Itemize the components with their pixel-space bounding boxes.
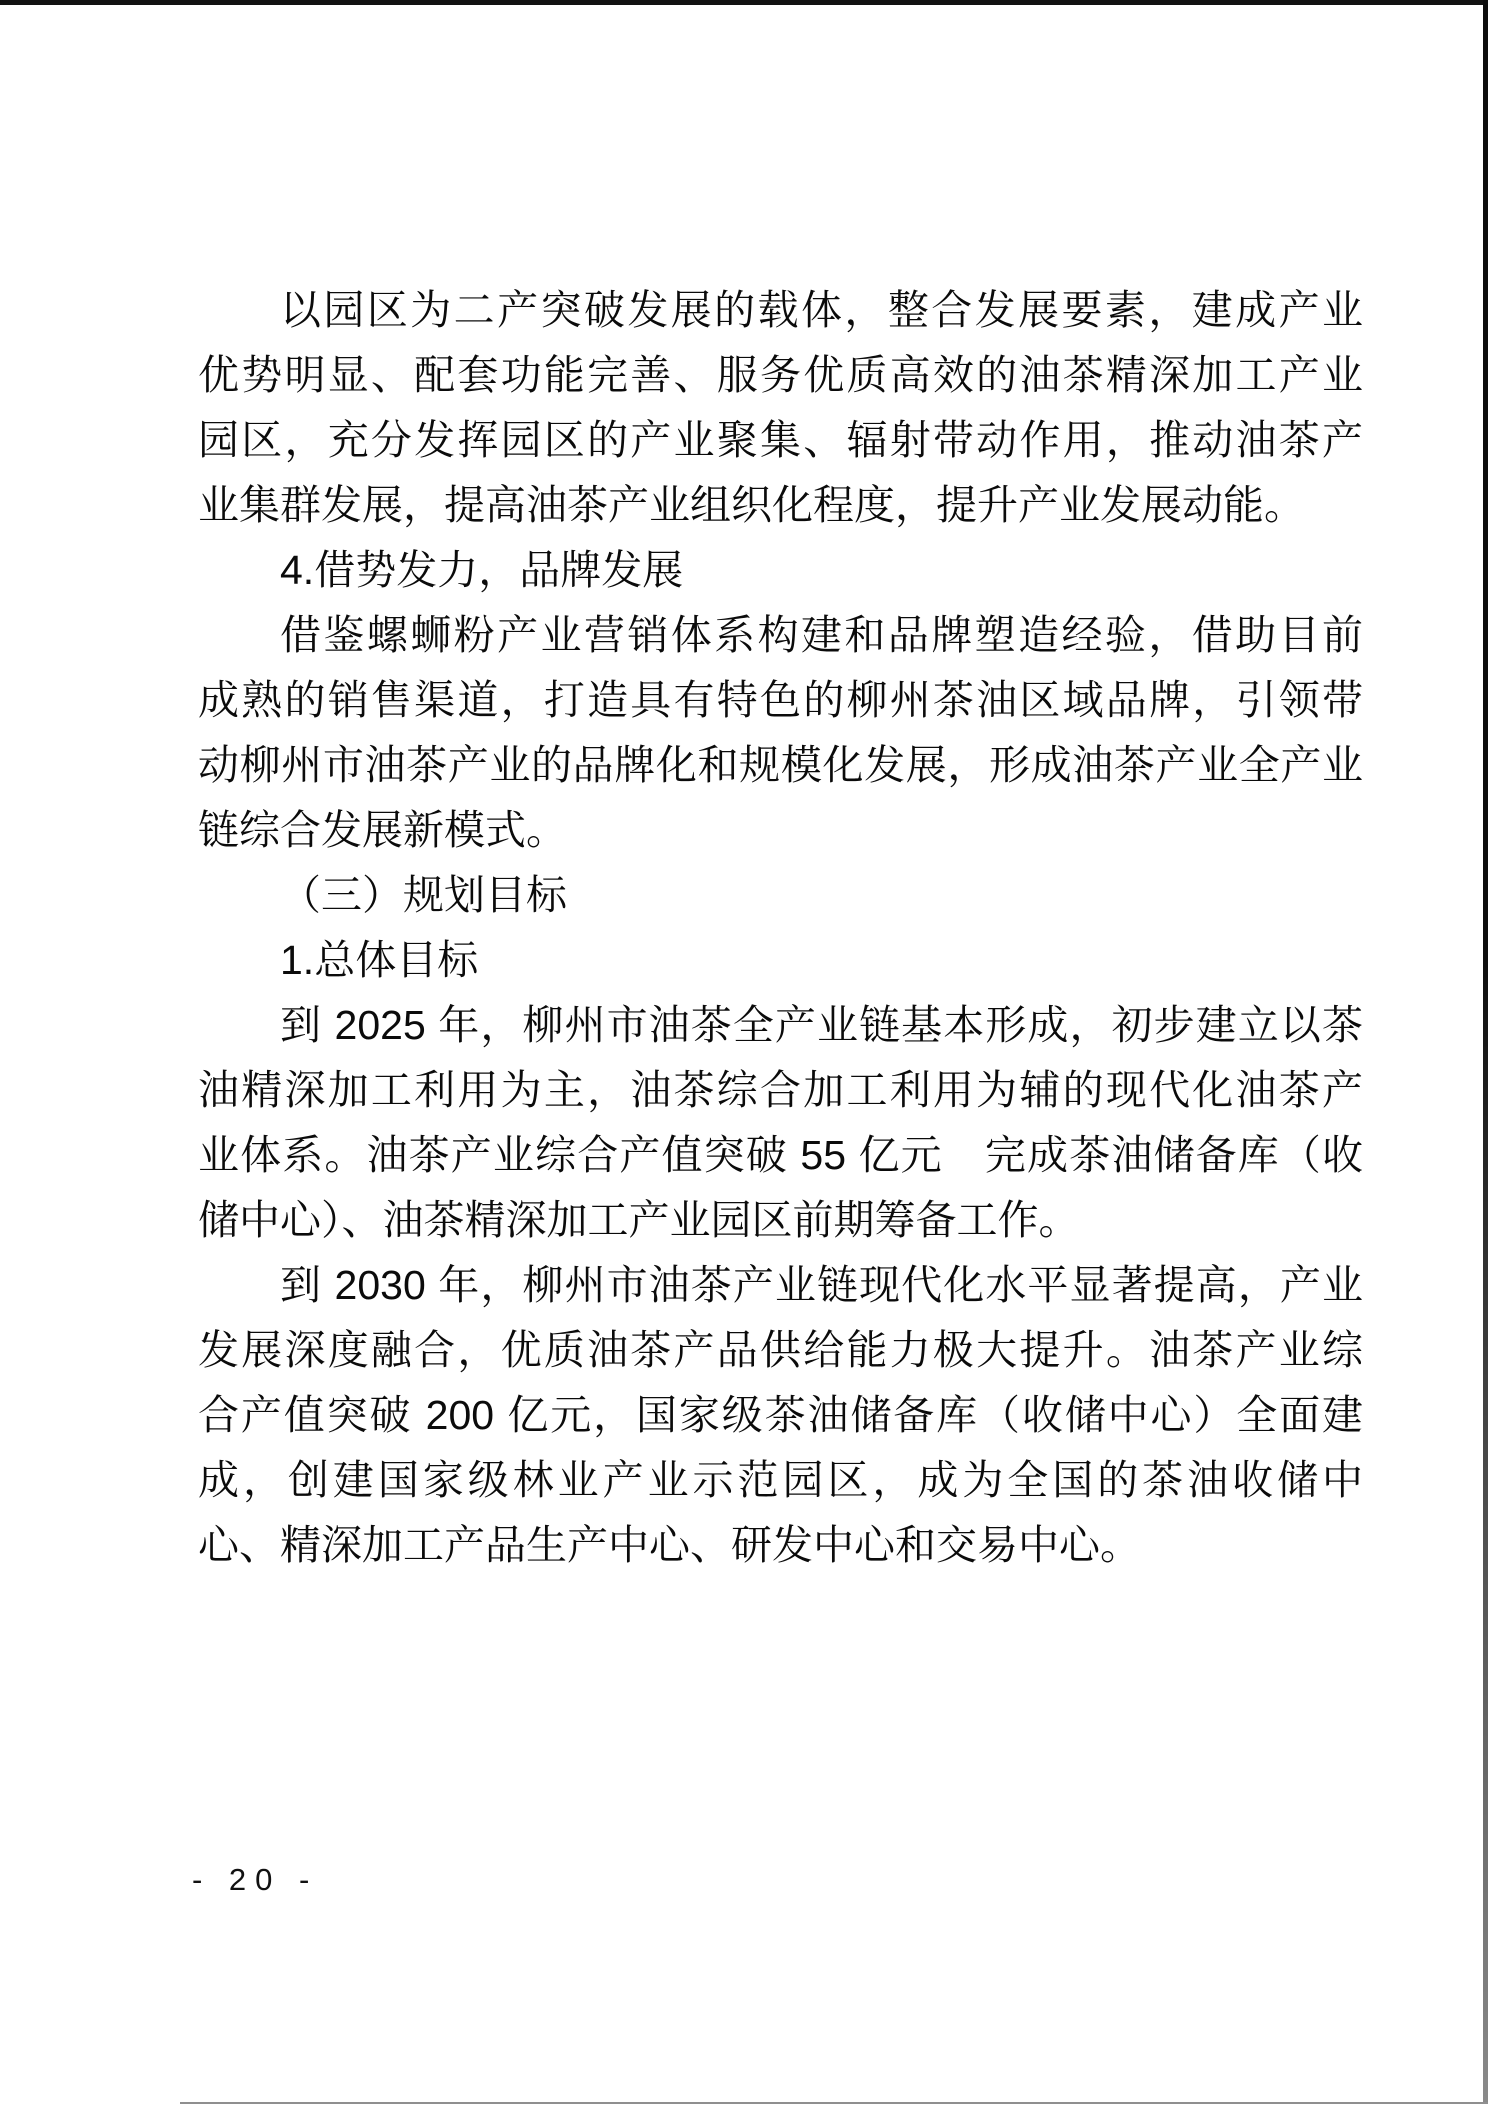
text-line: 优势明显、配套功能完善、服务优质高效的油茶精深加工产业 xyxy=(198,352,1363,398)
text-line: 成，创建国家级林业产业示范园区，成为全国的茶油收储中 xyxy=(198,1457,1363,1503)
text-line: 心、精深加工产品生产中心、研发中心和交易中心。 xyxy=(198,1522,1141,1568)
text-line: 业集群发展，提高油茶产业组织化程度，提升产业发展动能。 xyxy=(198,482,1305,528)
numbered-heading-line: 4.借势发力，品牌发展 xyxy=(280,547,684,593)
scan-top-edge-line xyxy=(0,0,1488,5)
text-line: 借鉴螺蛳粉产业营销体系构建和品牌塑造经验，借助目前 xyxy=(280,612,1363,658)
text-line: 链综合发展新模式。 xyxy=(198,807,567,853)
text-line: 油精深加工利用为主，油茶综合加工利用为辅的现代化油茶产 xyxy=(198,1067,1363,1113)
section-heading-line: （三）规划目标 xyxy=(280,872,567,918)
document-text xyxy=(198,278,1363,1578)
text-line: 以园区为二产突破发展的载体，整合发展要素，建成产业 xyxy=(280,287,1363,333)
text-line: 成熟的销售渠道，打造具有特色的柳州茶油区域品牌，引领带 xyxy=(198,677,1363,723)
text-line: 动柳州市油茶产业的品牌化和规模化发展，形成油茶产业全产业 xyxy=(198,742,1363,788)
text-line: 业体系。油茶产业综合产值突破 55 亿元 完成茶油储备库（收 xyxy=(198,1132,1363,1178)
scan-right-edge-line xyxy=(1483,0,1488,2104)
page-number: - 20 - xyxy=(192,1862,319,1897)
text-line: 到 2025 年，柳州市油茶全产业链基本形成，初步建立以茶 xyxy=(280,1002,1363,1048)
text-line: 到 2030 年，柳州市油茶产业链现代化水平显著提高，产业 xyxy=(280,1262,1363,1308)
text-line: 合产值突破 200 亿元，国家级茶油储备库（收储中心）全面建 xyxy=(198,1392,1363,1438)
text-line: 园区，充分发挥园区的产业聚集、辐射带动作用，推动油茶产 xyxy=(198,417,1363,463)
numbered-heading-line: 1.总体目标 xyxy=(280,937,479,983)
text-line: 发展深度融合，优质油茶产品供给能力极大提升。油茶产业综 xyxy=(198,1327,1363,1373)
text-line: 储中心）、油茶精深加工产业园区前期筹备工作。 xyxy=(198,1197,1080,1243)
